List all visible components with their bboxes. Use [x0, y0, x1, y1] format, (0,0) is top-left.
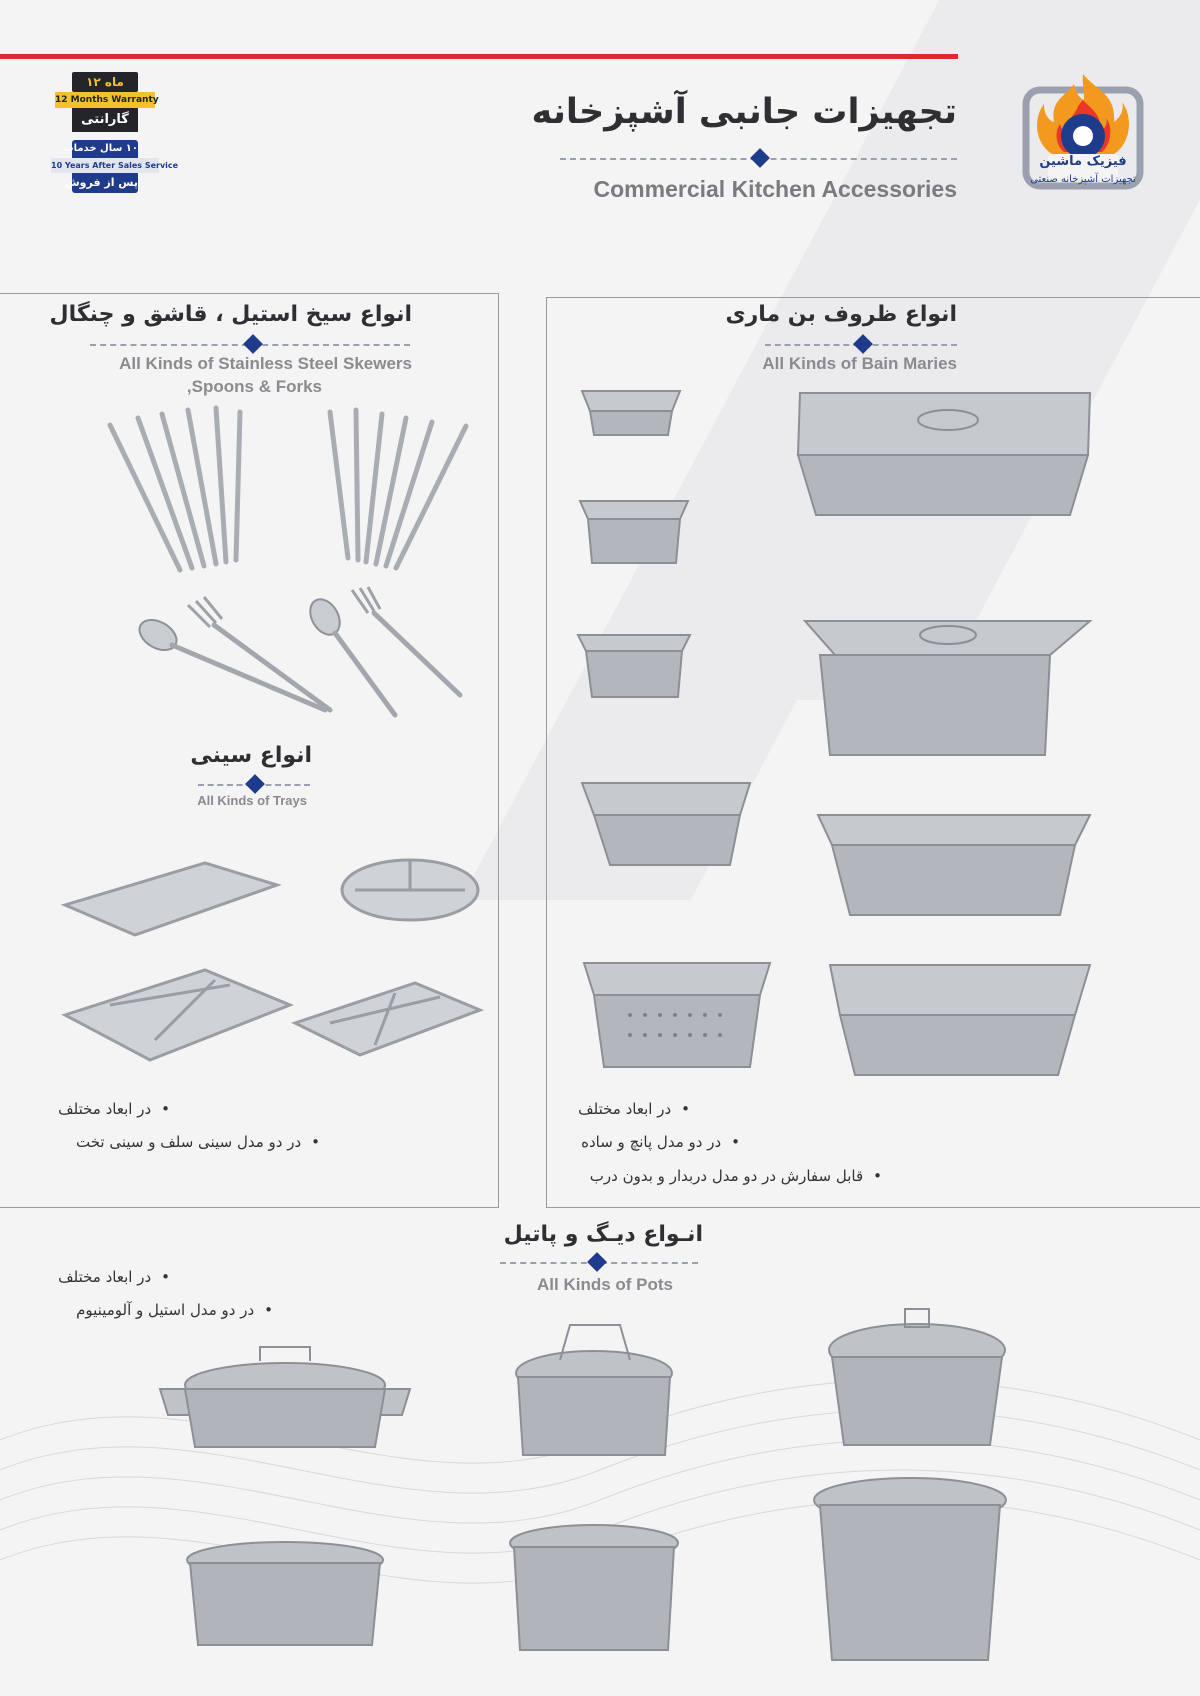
bain-maries-image [570, 385, 1090, 1085]
brand-tagline: تجهیزات آشپزخانه صنعتی [1030, 174, 1136, 185]
bain-maries-bullet-1: • در ابعاد مختلف [578, 1100, 690, 1118]
warranty-months-en: 12 Months Warranty [55, 92, 155, 108]
service-years-fa: ۱۰ سال خدمات [72, 140, 138, 158]
title-diamond-icon [750, 148, 770, 168]
bain-maries-bullet-2: • در دو مدل پانچ و ساده [581, 1133, 740, 1151]
after-sales-fa: پس از فروش [72, 173, 138, 193]
trays-bullet-2: • در دو مدل سینی سلف و سینی تخت [76, 1133, 320, 1151]
trays-title-en: All Kinds of Trays [197, 793, 307, 808]
service-years-en: 10 Years After Sales Service [51, 158, 159, 173]
trays-bullet-1: • در ابعاد مختلف [58, 1100, 170, 1118]
spoons-forks-image [130, 585, 470, 715]
pots-bullet-2: • در دو مدل استیل و آلومینیوم [76, 1301, 273, 1319]
page-title-fa: تجهیزات جانبی آشپزخانه [531, 92, 957, 132]
trays-image [55, 855, 485, 1080]
header-red-line [0, 54, 958, 59]
pots-title-fa: انـواع دیـگ و پاتیل [503, 1222, 703, 1247]
brand-logo [1018, 70, 1148, 200]
brand-name: فیزیک ماشین [1039, 154, 1127, 169]
skewers-title-fa: انواع سیخ استیل ، قاشق و چنگال [49, 302, 412, 327]
skewers-title-en-line1: All Kinds of Stainless Steel Skewers [119, 354, 412, 373]
pots-title-en: All Kinds of Pots [537, 1275, 673, 1294]
warranty-label-fa: گارانتی [72, 108, 138, 132]
bain-maries-title-fa: انواع ظروف بن ماری [725, 302, 957, 327]
pots-diamond-icon [587, 1252, 607, 1272]
skewers-image [100, 400, 480, 575]
skewers-title-en-line2: ,Spoons & Forks [186, 377, 322, 396]
page-title-en: Commercial Kitchen Accessories [593, 176, 957, 202]
trays-title-fa: انواع سینی [190, 743, 312, 768]
pots-bullet-1: • در ابعاد مختلف [58, 1268, 170, 1286]
bain-maries-bullet-3: • قابل سفارش در دو مدل دربدار و بدون درب [590, 1167, 882, 1185]
bain-maries-title-en: All Kinds of Bain Maries [762, 354, 957, 373]
warranty-months-fa: ۱۲ ماه [72, 72, 138, 92]
warranty-badge [51, 72, 179, 202]
pots-image [160, 1305, 1030, 1690]
